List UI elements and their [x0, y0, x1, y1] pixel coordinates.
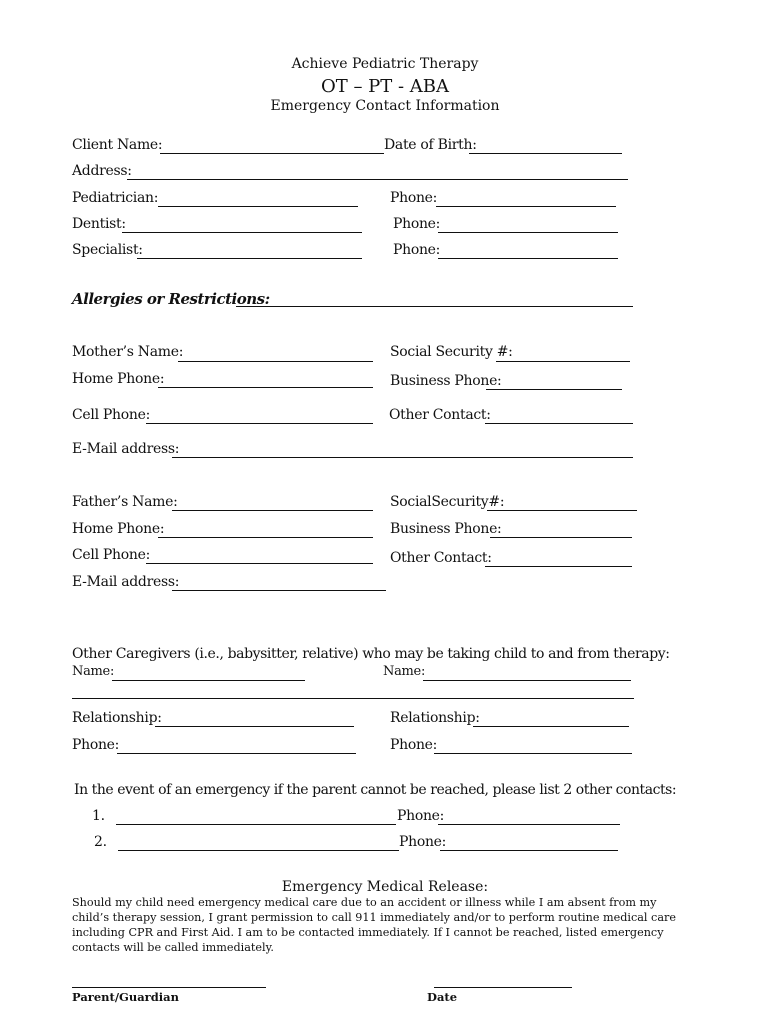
mother-business-phone-field[interactable] [486, 389, 622, 390]
date-label: Date [427, 990, 458, 1004]
caregiver-1-name-label: Name: [72, 664, 115, 679]
emergency-contacts-heading: In the event of an emergency if the parent cannot be reached, please list 2 other contacts: [74, 782, 677, 798]
contact-1-number: 1. [92, 808, 105, 824]
caregiver-1-phone-field[interactable] [117, 753, 356, 754]
pediatrician-phone-label: Phone: [390, 190, 438, 206]
father-cell-phone-label: Cell Phone: [72, 547, 150, 563]
mother-ssn-field[interactable] [496, 361, 630, 362]
contact-2-name-field[interactable] [118, 850, 399, 851]
client-name-field[interactable] [160, 153, 384, 154]
dentist-label: Dentist: [72, 216, 126, 232]
contact-2-number: 2. [94, 834, 107, 850]
father-name-field[interactable] [172, 510, 373, 511]
caregivers-heading-note: (i.e., babysitter, relative) who may be taking child to and from therapy: [190, 646, 670, 662]
caregiver-extra-line[interactable] [72, 698, 634, 699]
contact-1-phone-field[interactable] [438, 824, 620, 825]
father-ssn-field[interactable] [487, 510, 637, 511]
contact-2-phone-field[interactable] [440, 850, 618, 851]
dentist-phone-label: Phone: [393, 216, 441, 232]
father-other-contact-field[interactable] [485, 566, 632, 567]
contact-1-name-field[interactable] [116, 824, 396, 825]
mother-email-field[interactable] [172, 457, 633, 458]
release-heading: Emergency Medical Release: [281, 879, 489, 895]
father-home-phone-label: Home Phone: [72, 521, 165, 537]
parent-signature-field[interactable] [72, 987, 266, 988]
caregiver-2-phone-label: Phone: [390, 737, 438, 753]
father-home-phone-field[interactable] [158, 537, 373, 538]
pediatrician-phone-field[interactable] [436, 206, 616, 207]
caregiver-1-phone-label: Phone: [72, 737, 120, 753]
mother-cell-phone-label: Cell Phone: [72, 407, 150, 423]
mother-email-label: E-Mail address: [72, 441, 180, 457]
mother-name-label: Mother’s Name: [72, 344, 184, 360]
caregiver-2-relationship-label: Relationship: [390, 710, 480, 726]
allergies-field[interactable] [236, 306, 633, 307]
caregiver-2-name-label: Name: [383, 664, 426, 679]
caregiver-1-relationship-field[interactable] [155, 726, 354, 727]
allergies-label: Allergies or Restrictions: [72, 290, 270, 308]
caregiver-1-name-field[interactable] [112, 680, 305, 681]
form-title: Emergency Contact Information [270, 98, 500, 114]
specialist-field[interactable] [137, 258, 362, 259]
contact-2-phone-label: Phone: [399, 834, 447, 850]
father-email-label: E-Mail address: [72, 574, 180, 590]
contact-1-phone-label: Phone: [397, 808, 445, 824]
client-name-label: Client Name: [72, 137, 163, 153]
specialist-phone-label: Phone: [393, 242, 441, 258]
org-name: Achieve Pediatric Therapy [291, 56, 479, 72]
mother-ssn-label: Social Security #: [390, 344, 513, 360]
mother-other-contact-label: Other Contact: [389, 407, 491, 423]
pediatrician-label: Pediatrician: [72, 190, 159, 206]
caregivers-heading [72, 646, 670, 662]
caregiver-2-relationship-field[interactable] [473, 726, 629, 727]
mother-business-phone-label: Business Phone: [390, 373, 502, 389]
parent-guardian-label: Parent/Guardian [72, 990, 179, 1004]
father-business-phone-field[interactable] [490, 537, 632, 538]
mother-other-contact-field[interactable] [485, 423, 633, 424]
caregiver-2-name-field[interactable] [423, 680, 631, 681]
dentist-phone-field[interactable] [438, 232, 618, 233]
address-label: Address: [72, 163, 132, 179]
caregiver-1-relationship-label: Relationship: [72, 710, 162, 726]
dob-field[interactable] [469, 153, 622, 154]
signature-date-field[interactable] [434, 987, 572, 988]
release-text: Should my child need emergency medical care due to an accident or illness while I am absent from my child’s therapy session, I grant permission to call 911 immediately and/or to perform routine medical care including CPR and First Aid. I am to be contacted immediately. If I cannot be reached, listed emergency contacts will be called immediately. [72, 896, 676, 954]
father-ssn-label: SocialSecurity#: [390, 494, 505, 510]
mother-home-phone-label: Home Phone: [72, 371, 165, 387]
father-business-phone-label: Business Phone: [390, 521, 502, 537]
father-email-field[interactable] [172, 590, 386, 591]
services-title: OT – PT - ABA [320, 76, 450, 97]
pediatrician-field[interactable] [158, 206, 358, 207]
specialist-label: Specialist: [72, 242, 143, 258]
father-name-label: Father’s Name: [72, 494, 178, 510]
specialist-phone-field[interactable] [438, 258, 618, 259]
mother-cell-phone-field[interactable] [146, 423, 373, 424]
dentist-field[interactable] [122, 232, 362, 233]
caregiver-2-phone-field[interactable] [434, 753, 632, 754]
mother-name-field[interactable] [178, 361, 373, 362]
father-cell-phone-field[interactable] [146, 563, 373, 564]
mother-home-phone-field[interactable] [158, 387, 373, 388]
father-other-contact-label: Other Contact: [390, 550, 492, 566]
caregivers-heading-title: Other Caregivers [72, 646, 191, 662]
address-field[interactable] [127, 179, 628, 180]
dob-label: Date of Birth: [384, 137, 477, 153]
